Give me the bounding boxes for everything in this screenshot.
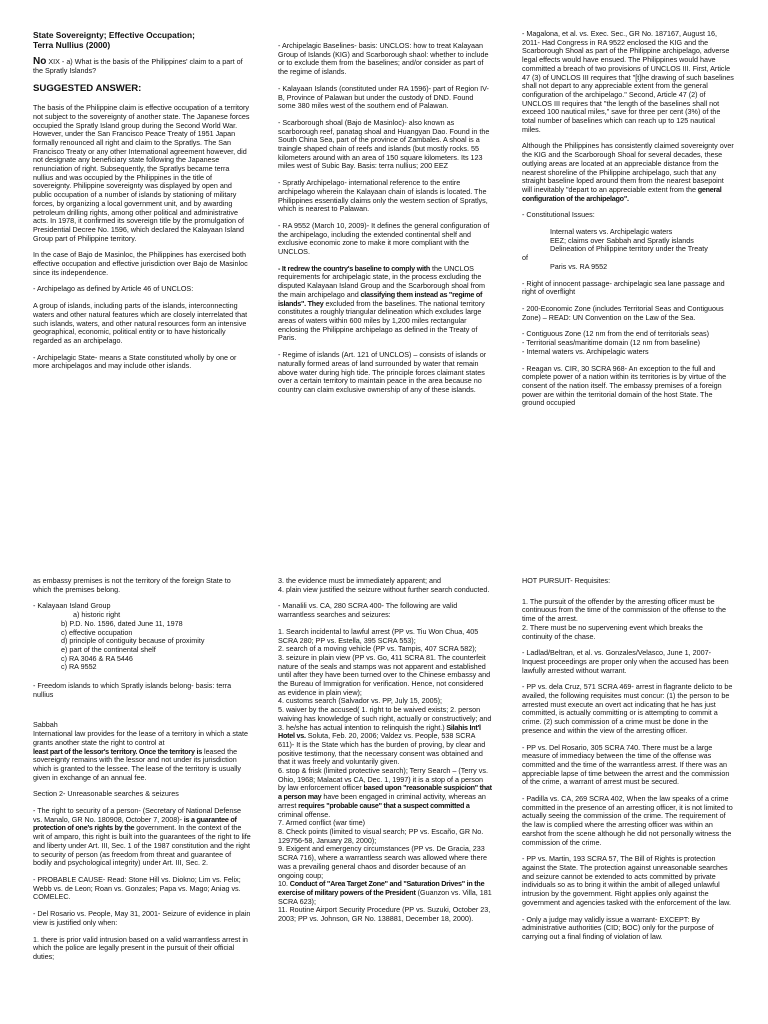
list-item: 3. the evidence must be immediately apparent; and: [278, 576, 442, 585]
list-item: EEZ; claims over Sabbah and Spratly islands: [550, 235, 694, 245]
list-item: 10. Conduct of "Area Target Zone" and "Saturation Drives" in the exercise of military powers of the President (Guanzon vs. Villa, 181 SCRA 623);: [278, 879, 492, 906]
paragraph: - Internal waters vs. Archipelagic waters: [522, 346, 649, 356]
list-item: 5. waiver by the accused( 1. right to be waived exists; 2. person waiving has knowledge of such right, actually or constructively; and 3. he/she has actual intention to relinquish the right.) Silahis Int'l Hotel vs. Soluta, Feb. 20, 2006; Valdez vs. People, 538 SCRA 611)- It is the State which has the burden of proving, by clear and positive testimony, that the necessary consent was obtained and that it was freely and voluntarily given.: [278, 705, 492, 767]
paragraph: 1. there is prior valid intrusion based on a valid warrantless arrest in which the police are legally present in the pursuit of their official duties;: [33, 934, 248, 961]
paragraph: - Padilla vs. CA, 269 SCRA 402, When the law speaks of a crime committed in the presence of an arresting officer, it is not limited to actually seeing the commission of the crime. The requirement of the law is complied where the arresting officer was within an earshot from the scene although he did not personally witness the commission of the crime.: [522, 794, 733, 847]
paragraph: - Constitutional Issues:: [522, 210, 595, 220]
kig-basis-list: [33, 611, 251, 672]
paragraph: - PP vs. dela Cruz, 571 SCRA 469- arrest in flagrante delicto to be availed, the following requisites must concur: (1) the person to be arrested must execute an overt act indicating that he has just committed, is actually committing or is attempting to commit a crime. (2) such commission of a crime must be done in the presence and within the view of the arresting officer.: [522, 682, 733, 735]
list-item: c) RA 3046 & RA 5446: [61, 653, 133, 663]
section-title: State Sovereignty; Effective Occupation; Terra Nullius (2000): [33, 30, 195, 50]
paragraph: - PP vs. Del Rosario, 305 SCRA 740. There must be a large measure of immediacy between the time of the offense was committed and the time of the warrantless arrest. If there was an appreciable lapse of time between the arrest and the commission of the crime, a warrant of arrest must be secured.: [522, 742, 730, 787]
paragraph: - Archipelago as defined by Article 46 of UNCLOS:: [33, 284, 194, 294]
top-column-3: [522, 30, 734, 416]
list-item: c) effective occupation: [61, 627, 133, 637]
paragraph: - PROBABLE CAUSE- Read: Stone Hill vs. Diokno; Lim vs. Felix; Webb vs. de Leon; Roan vs. Gonzales; Papa vs. Mago; Aniag vs. COMELEC.: [33, 874, 241, 902]
paragraph: - Territorial seas/maritime domain (12 nm from baseline): [522, 338, 701, 348]
paragraph: - PP vs. Martin, 193 SCRA 57, The Bill of Rights is protection against the State. The protection against unreasonable searches and seizure cannot be extended to acts committed by private individuals so as to bring it within the ambit of alleged unlawful intrusion by the government. Right applies only against the government and agencies tasked with the enforcement of the law.: [522, 854, 731, 907]
paragraph: A group of islands, including parts of the islands, interconnecting waters and other natural features which are closely interrelated that such islands, waters, and other natural resources form an intensive geographical, economic, political entity or to have historically regarded as an archipelago.: [33, 301, 248, 345]
list-item: b) P.D. No. 1596, dated June 11, 1978: [61, 618, 183, 628]
paragraph: - Archipelagic State- means a State constituted wholly by one or more archipelagos and may include other islands.: [33, 352, 237, 371]
paragraph: - Kalayaan Islands (constituted under RA 1596)- part of Region IV-B, Province of Palawan but under the custody of DND. Found some 380 miles west of the southern end of Palawan.: [278, 83, 489, 111]
list-item: 7. Armed conflict (war time): [278, 818, 366, 828]
paragraph: - Archipelagic Baselines- basis: UNCLOS: how to treat Kalayaan Group of Islands (KIG) and Scarborough shaol: whether to include or to exclude them from the baselines; and/or consider as part of the regime of islands.: [278, 41, 489, 77]
paragraph: - Freedom islands to which Spratly islands belong- basis: terra nullius: [33, 681, 232, 699]
paragraph: - Contiguous Zone (12 nm from the end of territorials seas): [522, 329, 709, 339]
paragraph: as embassy premises is not the territory of the foreign State to which the premises belong.: [33, 576, 231, 594]
bottom-column-2: [278, 577, 492, 924]
warrantless-search-list: [278, 628, 492, 924]
paragraph: - Magalona, et al. vs. Exec. Sec., GR No. 187167, August 16, 2011- Had Congress in RA 9522 enclosed the KIG and the Scarborough Shoal as part of the Philippine archipelago, adverse legal effects would have ensued. The Philippines would have committed a breach of two provisions of UNCLOS III. First, Article 47 (3) of UNCLOS III requires that "[t]he drawing of such baselines shall not depart to any appreciable extent from the general configuration of the archipelago." Second, Article 47 (2) of UNCLOS III requires that "the length of the baselines shall not exceed 100 nautical miles," save for three per cent (3%) of the total number of baselines which can reach up to 125 nautical miles.: [522, 29, 734, 134]
paragraph: Section 2- Unreasonable searches & seizures: [33, 789, 179, 799]
paragraph: - 200-Economic Zone (includes Territorial Seas and Contiguous Zone) – READ: UN Convention on the Law of the Sea.: [522, 303, 724, 322]
list-item: 1. The pursuit of the offender by the arresting officer must be continuous from the time of the commission of the offense to the time of the arrest.: [522, 596, 727, 624]
bottom-column-1: [33, 577, 251, 970]
question-number: No: [33, 56, 47, 67]
list-item: 2. There must be no supervening event which breaks the continuity of the chase.: [522, 622, 703, 641]
list-item: c) RA 9552: [61, 662, 97, 672]
list-item: d) principle of contiguity because of proximity: [61, 636, 205, 646]
paragraph: - Manalili vs. CA, 280 SCRA 400- The following are valid warrantless searches and seizures:: [278, 601, 458, 620]
list-item: Internal waters vs. Archipelagic waters: [550, 227, 673, 237]
list-item: 3. seizure in plain view (PP vs. Go, 411 SCRA 81. The counterfeit nature of the seals and stamps was not apparent and established until after they have been turned over to the Chinese embassy and the Bureau of Immigration for verification. Hence, not considered as evidence in plain view);: [278, 652, 491, 697]
bottom-column-3: [522, 577, 734, 950]
suggested-answer-heading: SUGGESTED ANSWER:: [33, 83, 142, 95]
paragraph: Sabbah International law provides for the lease of a territory in which a state grants another state the right to control at least part of the lessor's territory. Once the territory is leased the sovereignty remains with the lessor and not under its jurisdiction which is granted to the lessee. The lease of the territory is usually given in exchange of an annual fee.: [33, 720, 248, 782]
list-item: Delineation of Philippine territory under the Treaty: [550, 244, 708, 254]
paragraph: - Right of innocent passage- archipelagic sea lane passage and right of overflight: [522, 278, 725, 297]
list-item: e) part of the continental shelf: [61, 644, 156, 654]
list-item: 8. Check points (limited to visual search; PP vs. Escaño, GR No. 129756-58, January 28, 2000);: [278, 826, 484, 845]
top-column-2: [278, 42, 492, 403]
paragraph: - Ladlad/Beltran, et al. vs. Gonzales/Velasco, June 1, 2007- Inquest proceedings are proper only when the accused has been lawfully arrested without warrant.: [522, 648, 729, 675]
paragraph: Although the Philippines has consistently claimed sovereignty over the KIG and the Scarborough Shoal for several decades, these outlying areas are located at an appreciable distance from the nearest shoreline of the Philippine archipelago, such that any straight baseline loped around them from the nearest basepoint will inevitably "depart to an appreciable extent from the general configuration of the archipelago".: [522, 141, 734, 203]
paragraph: In the case of Bajo de Masinloc, the Philippines has exercised both effective occupation and effective jurisdiction over Bajo de Masinloc since its independence.: [33, 250, 248, 277]
list-item: Paris vs. RA 9552: [550, 261, 608, 271]
paragraph: - RA 9552 (March 10, 2009)- It defines the general configuration of the archipelago, including the extended continental shelf and exclusive economic zone to make it more compliant with the UNCLOS.: [278, 220, 490, 257]
list-item: 1. Search incidental to lawful arrest (PP vs. Tiu Won Chua, 405 SCRA 280; PP vs. Estella, 395 SCRA 553);: [278, 626, 479, 645]
top-column-1: [33, 30, 251, 379]
list-item: 11. Routine Airport Security Procedure (PP vs. Suzuki, October 23, 2003; PP vs. Johnson, GR No. 138881, December 18, 2000).: [278, 905, 491, 924]
list-item: 6. stop & frisk (limited protective search); Terry Search – (Terry vs. Ohio, 1968; Malacat vs CA, Dec. 1, 1997) it is a stop of a person by law enforcement officer based upon "reasonable suspicion" that a person may have been engaged in criminal activity, whereas an arrest requires "probable cause" that a suspect committed a criminal offense.: [278, 766, 492, 819]
list-item: 4. plain view justified the seizure without further search conducted.: [278, 584, 490, 594]
paragraph: The basis of the Philippine claim is effective occupation of a territory not subject to the sovereignty of another state. The Japanese forces occupied the Spratly Island group during the Second World War. However, under the San Francisco Peace Treaty of 1951 Japan formally renounced all right and claim to the Spratlys. The San Francisco Treaty or any other International agreement however, did not designate any beneficiary state following the Japanese renunciation of right. Subsequently, the Spratlys became terra nullius and was occupied by the Philippines in the title of sovereignty. Philippine sovereignty was displayed by open and public occupation of a number of islands by stationing of military forces, by organizing a local government unit, and by awarding petroleum drilling rights, among other political and administrative acts. In 1978, it confirmed its sovereign title by the promulgation of Presidential Decree No. 1596, which declared the Kalayaan Island Group part of Philippine territory.: [33, 103, 250, 243]
list-item: 2. search of a moving vehicle (PP vs. Tampis, 407 SCRA 582);: [278, 644, 477, 654]
paragraph: - Only a judge may validly issue a warrant- EXCEPT: By administrative authorities (CID; BOC) only for the purpose of carrying out a final finding of violation of law.: [522, 914, 714, 941]
issue-list: [522, 228, 734, 272]
list-item: a) historic right: [73, 610, 121, 620]
paragraph: - Scarborough shoal (Bajo de Masinloc)- also known as scarborough reef, panatag shoal and Huangyan Dao. Found in the South China Sea, part of the province of Zambales. A shoal is a traingle shaped chain of reefs and islands (but mostly rocks. 55 kilometers around with an area of 150 square kilometers. Its 123 miles west of Subic Bay. Basis: terra nullius; 200 EEZ: [278, 117, 490, 171]
question: No XIX - a) What is the basis of the Philippines' claim to a part of the Spratly Islands?: [33, 56, 243, 75]
paragraph: - Kalayaan Island Group: [33, 601, 111, 611]
paragraph: - Del Rosario vs. People, May 31, 2001- Seizure of evidence in plain view is justified only when:: [33, 909, 251, 927]
paragraph: - Spratly Archipelago- international reference to the entire archipelago wherein the Kalayaan chain of islands is located. The Philippines essentially claims only the western section of Spratlys, which is nearest to Palawan.: [278, 178, 488, 214]
subheading: HOT PURSUIT- Requisites:: [522, 576, 611, 585]
list-item: 4. customs search (Salvador vs. PP, July 15, 2005);: [278, 696, 443, 706]
paragraph: - Reagan vs. CIR, 30 SCRA 968- An exception to the full and complete power of a nation within its territories is by virtue of the consent of the nation itself. The embassy premises of a foreign power are within the territorial domain of the host State. The ground occupied: [522, 363, 727, 408]
paragraph: - Regime of islands (Art. 121 of UNCLOS) – consists of islands or naturally formed areas of land surrounded by water that remain above water during high tide. The principle forces claimant states over a certain territory to maintain peace in the area because no country can claim exclusive ownership of any of these islands.: [278, 350, 487, 394]
paragraph: - It redrew the country's baseline to comply with the UNCLOS requirements for archipelagic state, in the process excluding the disputed Kalayaan Island Group and the Scarborough shoal from the main archipelago and classifying them instead as "regime of islands". They excluded from the baselines. The national territory constitutes a roughly triangular delineation which excludes large areas of waters within 600 miles by 1,200 miles rectangular enclosing the Philippine archipelago as defined in the Treaty of Paris.: [278, 263, 485, 343]
list-item: of: [522, 253, 528, 263]
list-item: 9. Exigent and emergency circumstances (PP vs. De Gracia, 233 SCRA 716), where a warrantless search was allowed where there was a prevailing general chaos and disorder because of an ongoing coup;: [278, 844, 487, 880]
paragraph: - The right to security of a person- (Secretary of National Defense vs. Manalo, GR No. 180908, October 7, 2008)- is a guarantee of protection of one's rights by the government. In the context of the writ of amparo, this right is built into the guarantees of the right to life and liberty under Art. III, Sec. 1 of the 1987 constitution and the right to security of person (as freedom from threat and guarantee of bodily and psychological integrity) under Art. III, Sec. 2.: [33, 806, 251, 868]
